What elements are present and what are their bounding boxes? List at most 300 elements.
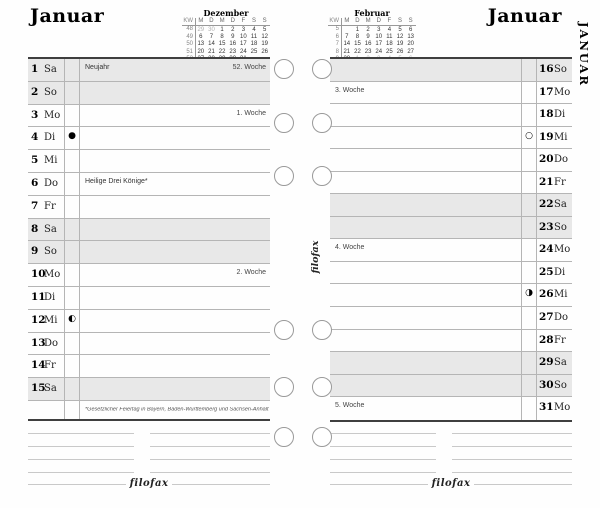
mini-day-number: 3 (377, 26, 381, 33)
day-number: 13 (31, 336, 46, 349)
weekday-header: D (355, 18, 360, 25)
punch-hole (274, 320, 294, 340)
day-content-area (80, 241, 270, 263)
weekday-header: D (209, 18, 214, 25)
mini-day-number: 14 (208, 41, 215, 48)
week-label: 1. Woche (236, 109, 266, 117)
day-row-3[interactable] (28, 105, 270, 128)
day-content-area (80, 150, 270, 172)
mini-day-number: 16 (229, 41, 237, 48)
mini-day-number: 12 (396, 33, 404, 40)
punch-hole (274, 166, 294, 186)
note-line (28, 446, 134, 447)
mini-day-number: 9 (231, 33, 235, 40)
mini-calendar-week-row (182, 26, 270, 33)
day-number: 16 (539, 63, 554, 75)
day-number: 14 (31, 359, 46, 372)
divider-line (330, 484, 428, 485)
moon-column (64, 333, 80, 355)
day-content-area (80, 310, 270, 332)
mini-day-number: 4 (387, 26, 392, 33)
day-content-area (330, 375, 521, 397)
mini-day-number: 16 (364, 41, 372, 48)
day-name: Sa (44, 383, 57, 395)
mini-day-number: 12 (261, 33, 268, 40)
day-content-area (330, 172, 521, 194)
day-number: 28 (539, 333, 554, 346)
left-page (28, 0, 270, 508)
mini-day-number: 7 (345, 33, 349, 40)
mini-day-number: 22 (218, 48, 226, 55)
day-number: 10 (31, 268, 46, 281)
day-row-1[interactable] (28, 59, 270, 82)
day-name: Sa (554, 199, 567, 211)
mini-day-number: 25 (250, 48, 258, 55)
day-number: 4 (31, 131, 39, 144)
day-number: 17 (539, 85, 554, 98)
holiday-footnote: *Gesetzlicher Feiertag in Bayern, Baden-Württemberg und Sachsen-Anhalt (85, 406, 269, 413)
day-number: 26 (539, 288, 554, 301)
day-name: Mo (554, 402, 571, 414)
event-label: Heilige Drei Könige* (85, 177, 148, 185)
mini-day-number: 21 (208, 48, 215, 55)
mini-day-number: 9 (366, 33, 370, 40)
day-number: 9 (31, 245, 39, 258)
moon-phase-icon: ○ (521, 127, 537, 149)
day-number: 11 (31, 290, 46, 303)
weekday-header: S (252, 18, 257, 25)
day-row-21[interactable] (330, 172, 572, 195)
mini-day-number: 14 (343, 41, 351, 48)
day-name: Fr (44, 360, 56, 372)
moon-column (521, 307, 537, 329)
day-content-area (80, 59, 270, 81)
day-content-area (330, 239, 521, 261)
mini-day-number: 23 (364, 48, 372, 55)
day-number: 12 (31, 313, 46, 326)
note-line (150, 446, 270, 447)
day-name: Do (44, 337, 59, 349)
day-row-22[interactable] (330, 194, 572, 217)
kw-number: 8 (328, 49, 342, 56)
kw-number: 49 (182, 34, 196, 41)
mini-day-number: 24 (240, 48, 247, 55)
month-side-tab: JANUAR (577, 22, 591, 88)
mini-calendar-february (328, 10, 416, 63)
kw-number: 5 (328, 26, 342, 33)
weekday-header: M (344, 18, 350, 25)
day-content-area (330, 307, 521, 329)
day-number: 25 (539, 265, 554, 278)
weekday-header: S (262, 18, 267, 25)
weekday-header: D (230, 18, 235, 25)
day-name: So (44, 246, 57, 258)
moon-column (64, 150, 80, 172)
day-number: 23 (539, 220, 554, 233)
day-name: Fr (44, 200, 56, 212)
moon-phase-icon: ◐ (64, 310, 80, 332)
day-row-13[interactable] (28, 333, 270, 356)
note-line (452, 472, 572, 473)
punch-hole (274, 59, 294, 79)
mini-day-number: 20 (197, 48, 205, 55)
punch-hole (312, 377, 332, 397)
mini-calendar-header-row (182, 18, 270, 26)
day-name: Mo (554, 86, 571, 98)
day-content-area (330, 82, 521, 104)
mini-day-number: 23 (229, 48, 237, 55)
day-name: Mi (44, 155, 58, 167)
day-row-19[interactable] (330, 127, 572, 150)
day-number: 29 (539, 356, 554, 369)
day-name: Mi (554, 131, 568, 143)
day-row-29[interactable] (330, 352, 572, 375)
note-line (28, 472, 134, 473)
mini-calendar-title: Dezember (203, 8, 249, 18)
day-grid-right (330, 57, 572, 422)
day-number: 18 (539, 108, 554, 121)
page-title-right: Januar (487, 5, 562, 27)
mini-day-number: 10 (240, 33, 247, 40)
punch-hole (274, 377, 294, 397)
mini-day-number: 13 (407, 33, 414, 40)
day-content-area (330, 104, 521, 126)
page-title-left: Januar (30, 5, 105, 27)
day-name: Fr (554, 334, 566, 346)
mini-day-number: 18 (386, 41, 393, 48)
moon-column (64, 241, 80, 263)
week-label: 4. Woche (335, 244, 365, 252)
mini-day-number: 10 (375, 33, 383, 40)
weekday-header: F (387, 18, 392, 25)
punch-hole (312, 427, 332, 447)
day-name: Di (44, 132, 56, 144)
mini-day-number: 5 (262, 26, 267, 33)
mini-calendar-week-row (182, 41, 270, 48)
mini-calendar-week-row (328, 26, 416, 33)
note-line (150, 459, 270, 460)
mini-day-number: 7 (209, 33, 214, 40)
moon-column (521, 262, 537, 284)
weekday-header: S (408, 18, 413, 25)
day-row-23[interactable] (330, 217, 572, 240)
moon-column (521, 397, 537, 420)
mini-day-number: 8 (220, 33, 224, 40)
moon-column (521, 172, 537, 194)
day-number: 2 (31, 85, 39, 98)
day-grid-left (28, 57, 270, 421)
day-row-18[interactable] (330, 104, 572, 127)
punch-hole (312, 113, 332, 133)
mini-calendar-title: Februar (354, 8, 390, 18)
day-number: 19 (539, 130, 554, 143)
day-name: Do (554, 312, 569, 324)
day-name: So (554, 221, 567, 233)
note-line (330, 459, 436, 460)
kw-number: 50 (182, 41, 196, 48)
day-name: Mi (44, 314, 58, 326)
week-label: 2. Woche (236, 269, 266, 277)
moon-column (64, 82, 80, 104)
weekday-header: M (365, 18, 371, 25)
day-row-27[interactable] (330, 307, 572, 330)
day-number: 3 (31, 108, 39, 121)
day-row-26[interactable] (330, 284, 572, 307)
punch-hole (312, 320, 332, 340)
mini-day-number: 2 (366, 26, 370, 33)
mini-calendar-week-row (328, 34, 416, 41)
mini-day-number: 29 (197, 26, 205, 33)
moon-column (521, 375, 537, 397)
day-name: So (44, 86, 57, 98)
day-rows (330, 59, 572, 420)
day-number: 1 (31, 63, 39, 75)
mini-day-number: 19 (261, 41, 268, 48)
footnote-area (80, 401, 270, 419)
day-content-area (80, 355, 270, 377)
weekday-header: M (198, 18, 204, 25)
day-rows (28, 59, 270, 401)
kw-number: 6 (328, 34, 342, 41)
day-content-area (330, 262, 521, 284)
moon-column (521, 149, 537, 171)
mini-day-number: 25 (386, 48, 393, 55)
moon-column (64, 287, 80, 309)
day-row-31[interactable] (330, 397, 572, 420)
moon-column (521, 217, 537, 239)
note-line (28, 459, 134, 460)
day-content-area (80, 378, 270, 400)
day-row-15[interactable] (28, 378, 270, 401)
day-row-20[interactable] (330, 149, 572, 172)
day-row-28[interactable] (330, 330, 572, 353)
mini-day-number: 4 (252, 26, 256, 33)
right-page (330, 0, 572, 508)
mini-day-number: 20 (407, 41, 414, 48)
day-number: 22 (539, 198, 554, 211)
kw-number: 48 (182, 26, 196, 33)
day-name: Di (44, 291, 56, 303)
weekday-header: S (398, 18, 403, 25)
kw-column-header: KW (182, 18, 196, 25)
day-row-4[interactable] (28, 127, 270, 150)
day-content-area (330, 330, 521, 352)
day-content-area (330, 194, 521, 216)
day-name: Sa (44, 64, 57, 75)
day-row-5[interactable] (28, 150, 270, 173)
punch-hole (274, 427, 294, 447)
day-name: Sa (554, 357, 567, 369)
filofax-logo-vertical: filofax (310, 240, 321, 274)
punch-hole (274, 113, 294, 133)
mini-day-number: 17 (375, 41, 383, 48)
mini-calendar-week-row (182, 49, 270, 56)
mini-day-number: 8 (355, 33, 360, 40)
note-line (150, 472, 270, 473)
week-label: 3. Woche (335, 86, 365, 94)
day-name: So (554, 64, 567, 75)
day-name (44, 401, 64, 419)
day-content-area (330, 352, 521, 374)
mini-day-number: 26 (396, 48, 404, 55)
day-number: 31 (539, 401, 554, 414)
note-line (452, 433, 572, 434)
day-content-area (80, 105, 270, 127)
day-row-14[interactable] (28, 355, 270, 378)
day-name: Di (554, 266, 566, 278)
weekday-header: D (376, 18, 381, 25)
mini-day-number: 1 (355, 26, 360, 33)
day-row-10[interactable] (28, 264, 270, 287)
mini-day-number: 27 (407, 48, 414, 55)
day-row-24[interactable] (330, 239, 572, 262)
day-content-area (330, 149, 521, 171)
day-row-6[interactable] (28, 173, 270, 196)
week-label: 52. Woche (232, 64, 266, 71)
moon-column (64, 378, 80, 400)
day-content-area (330, 397, 521, 420)
divider-line (28, 484, 126, 485)
mini-calendar-week-row (328, 41, 416, 48)
moon-phase-icon: ● (64, 127, 80, 149)
mini-day-number: 30 (208, 26, 215, 33)
day-name: Mi (554, 289, 568, 301)
day-name: Fr (554, 176, 566, 188)
day-content-area (80, 82, 270, 104)
day-name: Do (554, 154, 569, 166)
mini-day-number: 1 (220, 26, 224, 33)
day-name: Sa (44, 223, 57, 235)
mini-day-number: 17 (240, 41, 247, 48)
mini-day-number: 18 (250, 41, 258, 48)
day-row-16[interactable] (330, 59, 572, 82)
note-line (330, 472, 436, 473)
moon-column (521, 194, 537, 216)
note-line (150, 433, 270, 434)
kw-number: 7 (328, 41, 342, 48)
day-content-area (330, 59, 521, 81)
moon-column (64, 105, 80, 127)
day-content-area (80, 333, 270, 355)
day-row-12[interactable] (28, 310, 270, 333)
day-row-30[interactable] (330, 375, 572, 398)
day-content-area (80, 264, 270, 286)
mini-day-number: 11 (250, 33, 258, 40)
day-content-area (80, 173, 270, 195)
day-number: 20 (539, 153, 554, 166)
day-row-17[interactable] (330, 82, 572, 105)
day-row-25[interactable] (330, 262, 572, 285)
filofax-logo: filofax (431, 478, 471, 489)
day-number: 24 (539, 243, 554, 256)
moon-column (64, 264, 80, 286)
mini-day-number: 6 (408, 26, 413, 33)
note-line (330, 433, 436, 434)
day-content-area (80, 219, 270, 241)
moon-column (521, 104, 537, 126)
day-name: So (554, 379, 567, 391)
mini-calendar-week-row (182, 34, 270, 41)
moon-column (64, 196, 80, 218)
mini-day-number: 26 (261, 48, 268, 55)
note-line (452, 446, 572, 447)
footer-logo-left (28, 479, 270, 489)
divider-line (172, 484, 270, 485)
day-name: Mo (44, 109, 61, 121)
moon-column (521, 330, 537, 352)
moon-column (64, 173, 80, 195)
day-number: 21 (539, 175, 554, 188)
moon-phase-icon: ◑ (521, 284, 537, 306)
weekday-header: F (241, 18, 246, 25)
moon-column (64, 219, 80, 241)
mini-day-number: 19 (396, 41, 404, 48)
mini-calendar-december (182, 10, 270, 63)
day-number (28, 401, 44, 419)
day-row-7[interactable] (28, 196, 270, 219)
note-line (330, 446, 436, 447)
day-row-11[interactable] (28, 287, 270, 310)
moon-column (521, 59, 537, 81)
day-content-area (330, 217, 521, 239)
day-number: 15 (31, 382, 46, 395)
moon-column (521, 239, 537, 261)
mini-day-number: 22 (354, 48, 361, 55)
event-label: Neujahr (85, 64, 110, 71)
day-content-area (80, 287, 270, 309)
kw-number: 51 (182, 49, 196, 56)
mini-calendar-week-row (328, 49, 416, 56)
day-name: Mo (44, 269, 61, 281)
mini-day-number: 11 (386, 33, 393, 40)
day-number: 27 (539, 311, 554, 324)
mini-day-number: 2 (231, 26, 235, 33)
moon-column (64, 401, 80, 419)
kw-column-header: KW (328, 18, 342, 25)
mini-day-number: 15 (218, 41, 226, 48)
day-name: Mo (554, 244, 571, 256)
note-line (452, 459, 572, 460)
mini-calendar-header-row (328, 18, 416, 26)
mini-day-number: 3 (241, 26, 246, 33)
day-content-area (80, 127, 270, 149)
mini-day-number: 6 (199, 33, 203, 40)
mini-day-number: 24 (375, 48, 383, 55)
day-row-8[interactable] (28, 219, 270, 242)
day-name: Di (554, 109, 566, 121)
note-line (28, 433, 134, 434)
day-name: Do (44, 177, 59, 189)
mini-day-number: 5 (398, 26, 402, 33)
moon-column (64, 355, 80, 377)
footer-logo-right (330, 479, 572, 489)
day-row-9[interactable] (28, 241, 270, 264)
day-number: 7 (31, 199, 39, 212)
day-row-2[interactable] (28, 82, 270, 105)
day-number: 30 (539, 378, 554, 391)
mini-day-number: 15 (354, 41, 361, 48)
moon-column (521, 82, 537, 104)
day-number: 8 (31, 222, 39, 235)
day-content-area (330, 284, 521, 306)
weekday-header: M (219, 18, 225, 25)
day-content-area (330, 127, 521, 149)
moon-column (64, 59, 80, 81)
mini-day-number: 13 (197, 41, 205, 48)
divider-line (474, 484, 572, 485)
mini-day-number: 21 (343, 48, 351, 55)
footnote-row (28, 401, 270, 419)
